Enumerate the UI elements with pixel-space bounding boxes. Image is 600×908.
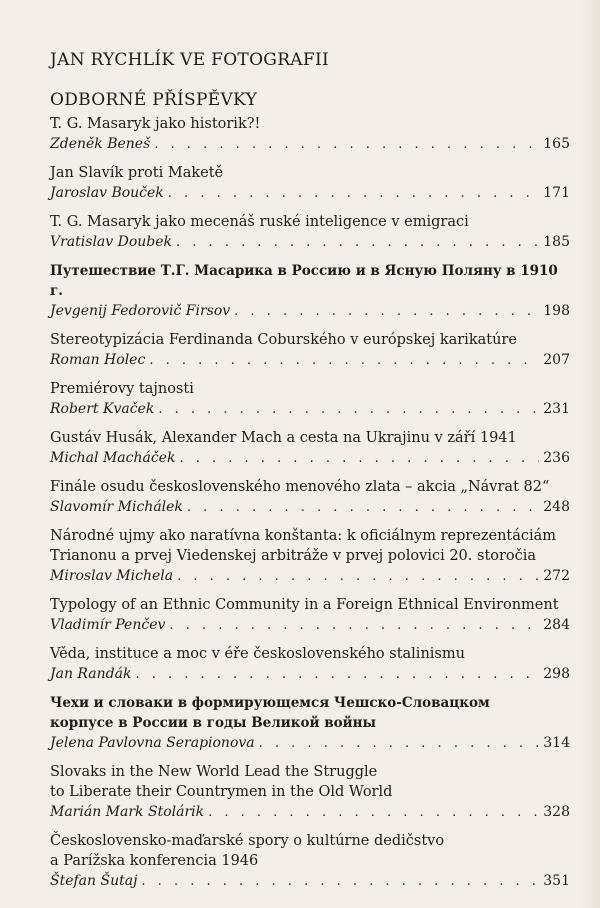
entry-title-line: Premiérovy tajnosti xyxy=(50,381,194,397)
entry-page-number: 351 xyxy=(543,873,570,889)
entry-author-line xyxy=(50,664,570,685)
entry-title-line: Trianonu a prvej Viedenskej arbitráže v prvej polovici 20. storočia xyxy=(50,548,537,564)
entry-author-line xyxy=(50,802,570,823)
toc-entry xyxy=(50,831,570,892)
entry-page-number: 284 xyxy=(543,617,570,633)
toc-entry xyxy=(50,595,570,636)
entry-title-line: a Parížska konferencia 1946 xyxy=(50,853,259,869)
entry-title-line: Чехи и словаки в формирующемся Чешско-Словацком xyxy=(50,695,490,711)
entry-page-number: 236 xyxy=(543,450,570,466)
leader-dots xyxy=(158,400,539,420)
entry-author-line xyxy=(50,448,570,469)
leader-dots xyxy=(187,498,539,518)
toc-entry xyxy=(50,644,570,685)
toc-entry xyxy=(50,428,570,469)
entry-author: Vratislav Doubek xyxy=(50,234,173,250)
entries-list xyxy=(50,114,570,892)
entry-page-number: 314 xyxy=(543,735,570,751)
leader-dots xyxy=(168,184,539,204)
entry-author-line xyxy=(50,497,570,518)
entry-author: Zdeněk Beneš xyxy=(50,136,151,152)
entry-author-line xyxy=(50,232,570,253)
entry-author-line xyxy=(50,399,570,420)
entry-page-number: 165 xyxy=(543,136,570,152)
toc-entry xyxy=(50,114,570,155)
entry-author: Jevgenij Fedorovič Firsov xyxy=(50,303,231,319)
entry-title-line: Národné ujmy ako naratívna konštanta: k oficiálnym reprezentáciám xyxy=(50,528,557,544)
entry-page-number: 198 xyxy=(543,303,570,319)
entry-page-number: 272 xyxy=(543,568,570,584)
leader-dots xyxy=(259,734,540,754)
entry-page-number: 171 xyxy=(543,185,570,201)
entry-title-line: корпусе в России в годы Великой войны xyxy=(50,715,377,731)
entry-author-line xyxy=(50,733,570,754)
entry-author-line xyxy=(50,566,570,587)
entry-page-number: 248 xyxy=(543,499,570,515)
table-of-contents xyxy=(50,50,570,900)
entry-author-line xyxy=(50,134,570,155)
entry-title-line: Věda, instituce a moc v éře československého stalinismu xyxy=(50,646,465,662)
entry-author: Roman Holec xyxy=(50,352,146,368)
entry-title-line: Finále osudu československého menového zlata – akcia „Návrat 82“ xyxy=(50,479,550,495)
entry-title-line: Slovaks in the New World Lead the Struggle xyxy=(50,764,378,780)
toc-entry xyxy=(50,261,570,322)
leader-dots xyxy=(135,665,539,685)
toc-entry xyxy=(50,693,570,754)
entry-title-line: Československo-maďarské spory o kultúrne dedičstvo xyxy=(50,833,445,849)
entry-page-number: 298 xyxy=(543,666,570,682)
entry-title-line: T. G. Masaryk jako historik?! xyxy=(50,116,261,132)
leader-dots xyxy=(141,872,539,892)
entry-title-line: Stereotypizácia Ferdinanda Coburského v európskej karikatúre xyxy=(50,332,517,348)
leader-dots xyxy=(179,449,539,469)
entry-title-line: T. G. Masaryk jako mecenáš ruské inteligence v emigraci xyxy=(50,214,469,230)
leader-dots xyxy=(176,233,539,253)
entry-author: Marián Mark Stolárik xyxy=(50,804,205,820)
section-heading-photos: JAN RYCHLÍK VE FOTOGRAFII xyxy=(50,50,329,70)
toc-entry xyxy=(50,477,570,518)
entry-author: Miroslav Michela xyxy=(50,568,174,584)
entry-author-line xyxy=(50,615,570,636)
page-edge-shadow xyxy=(578,0,600,908)
entry-author: Jaroslav Bouček xyxy=(50,185,164,201)
leader-dots xyxy=(169,616,539,636)
leader-dots xyxy=(208,803,539,823)
toc-entry xyxy=(50,762,570,823)
leader-dots xyxy=(177,567,539,587)
leader-dots xyxy=(234,302,539,322)
entry-title-line: to Liberate their Countrymen in the Old World xyxy=(50,784,393,800)
entry-author: Michal Macháček xyxy=(50,450,176,466)
toc-entry xyxy=(50,526,570,587)
entry-title-line: Jan Slavík proti Maketě xyxy=(50,165,224,181)
toc-entry xyxy=(50,163,570,204)
entry-page-number: 328 xyxy=(543,804,570,820)
entry-author: Slavomír Michálek xyxy=(50,499,183,515)
toc-entry xyxy=(50,212,570,253)
entry-author-line xyxy=(50,183,570,204)
toc-entry xyxy=(50,330,570,371)
toc-entry xyxy=(50,379,570,420)
entry-title-line: Путешествие Т.Г. Масарика в Россию и в Ясную Поляну в 1910 г. xyxy=(50,263,558,299)
entry-author-line xyxy=(50,350,570,371)
entry-author: Štefan Šutaj xyxy=(50,873,138,889)
entry-title-line: Gustáv Husák, Alexander Mach a cesta na Ukrajinu v září 1941 xyxy=(50,430,517,446)
entry-author: Jan Randák xyxy=(50,666,132,682)
entry-author: Jelena Pavlovna Serapionova xyxy=(50,735,255,751)
entry-author: Robert Kvaček xyxy=(50,401,155,417)
leader-dots xyxy=(149,351,539,371)
section-heading-contributions: ODBORNÉ PŘÍSPĚVKY xyxy=(50,90,258,110)
entry-author-line xyxy=(50,871,570,892)
entry-author-line xyxy=(50,301,570,322)
entry-page-number: 185 xyxy=(543,234,570,250)
entry-page-number: 231 xyxy=(543,401,570,417)
entry-title-line: Typology of an Ethnic Community in a Foreign Ethnical Environment xyxy=(50,597,559,613)
entry-author: Vladimír Penčev xyxy=(50,617,166,633)
entry-page-number: 207 xyxy=(543,352,570,368)
leader-dots xyxy=(154,135,539,155)
